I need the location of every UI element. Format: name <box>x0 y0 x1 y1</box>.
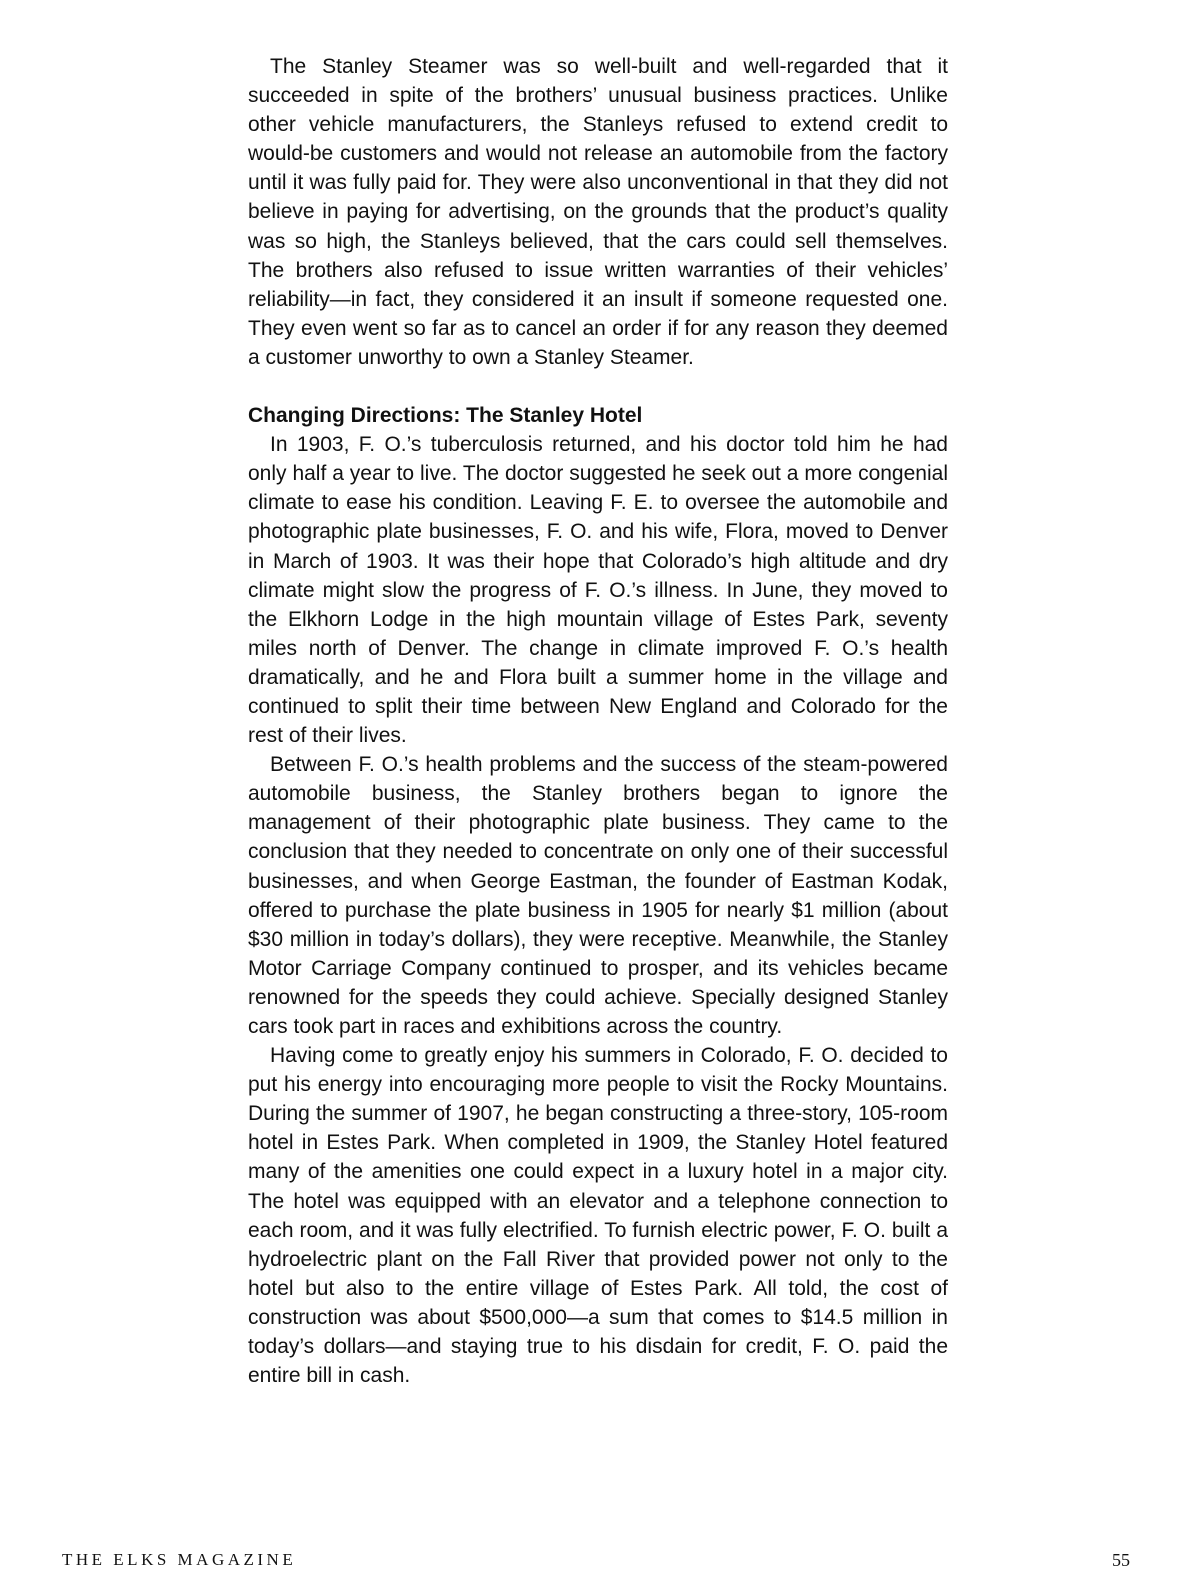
magazine-name: THE ELKS MAGAZINE <box>62 1550 297 1569</box>
article-paragraph: Having come to greatly enjoy his summers in Colorado, F. O. decided to put his energy into encouraging more people to visit the Rocky Mountains. During the summer of 1907, he began constructing a three-story, 105-room hotel in Estes Park. When completed in 1909, the Stanley Hotel featured many of the amenities one could expect in a luxury hotel in a major city. The hotel was equipped with an elevator and a telephone connection to each room, and it was fully electrified. To furnish electric power, F. O. built a hydroelectric plant on the Fall River that provided power not only to the hotel but also to the entire village of Estes Park. All told, the cost of construction was about $500,000—a sum that comes to $14.5 million in today’s dollars—and staying true to his disdain for credit, F. O. paid the entire bill in cash. <box>248 1044 948 1388</box>
article-column <box>248 52 948 1390</box>
page-footer <box>62 1550 1130 1576</box>
article-paragraph: The Stanley Steamer was so well-built and well-regarded that it succeeded in spite of the brothers’ unusual business practices. Unlike other vehicle manufacturers, the Stanleys refused to extend credit to would-be customers and would not release an automobile from the factory until it was fully paid for. They were also unconventional in that they did not believe in paying for advertising, on the grounds that the product’s quality was so high, the Stanleys believed, that the cars could sell themselves. The brothers also refused to issue written warranties of their vehicles’ reliability—in fact, they considered it an insult if someone requested one. They even went so far as to cancel an order if for any reason they deemed a customer unworthy to own a Stanley Steamer. <box>248 55 948 369</box>
article-paragraph: In 1903, F. O.’s tuberculosis returned, and his doctor told him he had only half a year to live. The doctor suggested he seek out a more congenial climate to ease his condition. Leaving F. E. to oversee the automobile and photographic plate businesses, F. O. and his wife, Flora, moved to Denver in March of 1903. It was their hope that Colorado’s high altitude and dry climate might slow the progress of F. O.’s illness. In June, they moved to the Elkhorn Lodge in the high mountain village of Estes Park, seventy miles north of Denver. The change in climate improved F. O.’s health dramatically, and he and Flora built a summer home in the village and continued to split their time between New England and Colorado for the rest of their lives. <box>248 433 948 748</box>
article-paragraph: Between F. O.’s health problems and the success of the steam-powered automobile business, the Stanley brothers began to ignore the management of their photographic plate business. They came to the conclusion that they needed to concentrate on only one of their successful businesses, and when George Eastman, the founder of Eastman Kodak, offered to purchase the plate business in 1905 for nearly $1 million (about $30 million in today’s dollars), they were receptive. Meanwhile, the Stanley Motor Carriage Company continued to prosper, and its vehicles became renowned for the speeds they could achieve. Specially designed Stanley cars took part in races and exhibitions across the country. <box>248 753 948 1038</box>
paragraph-spacer <box>248 372 948 401</box>
page-number: 55 <box>1112 1550 1130 1570</box>
section-heading: Changing Directions: The Stanley Hotel <box>248 404 643 428</box>
